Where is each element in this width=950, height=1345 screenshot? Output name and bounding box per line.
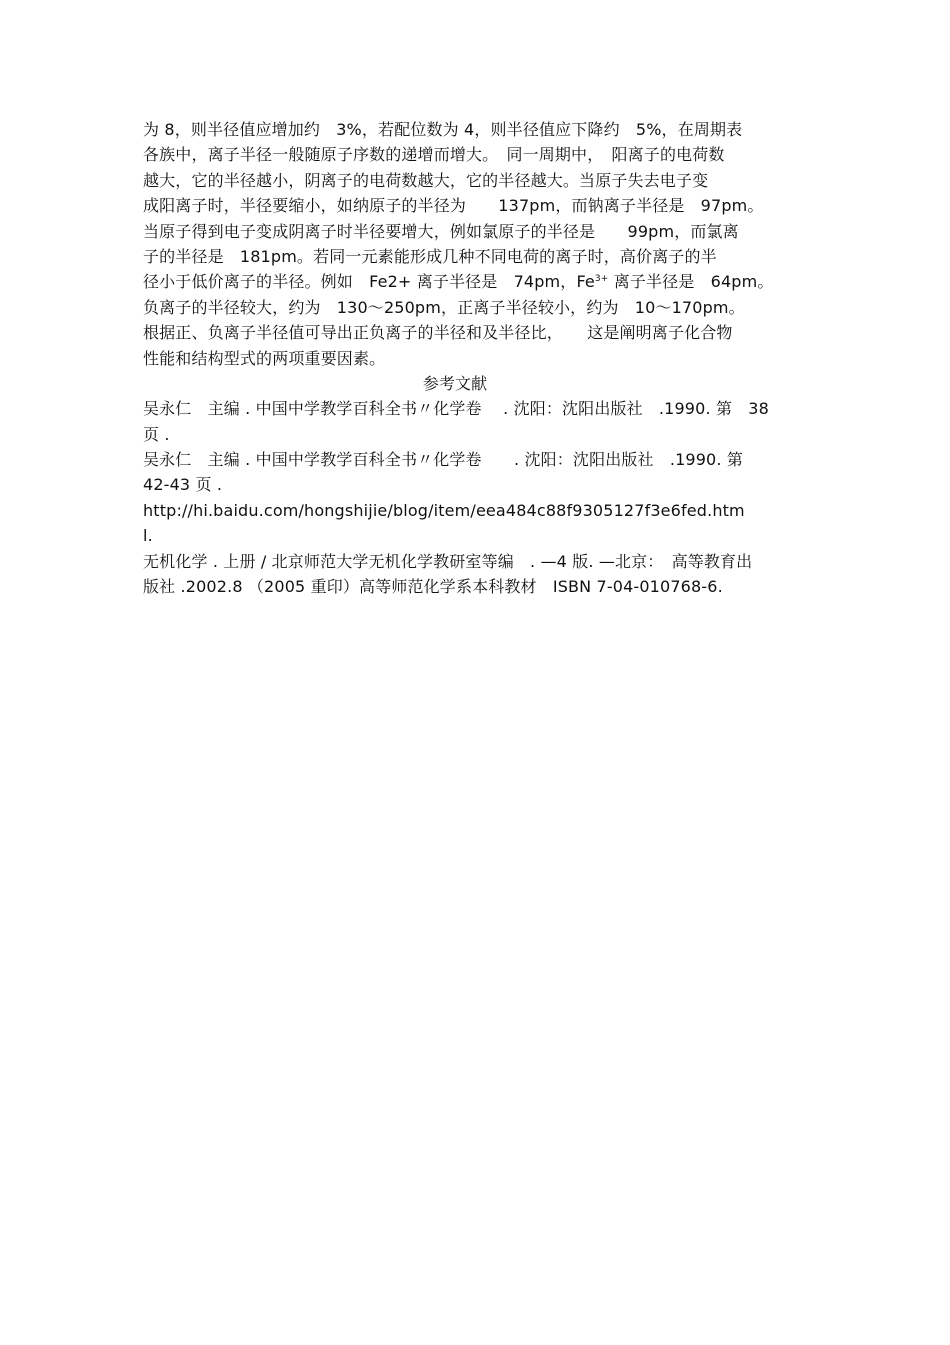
body-line: 各族中，离子半径一般随原子序数的递增而增大。 同一周期中， 阳离子的电荷数	[143, 145, 725, 165]
reference-line: 版社 .2002.8 （2005 重印）高等师范化学系本科教材 ISBN 7-04-010768-6.	[143, 577, 723, 597]
document-text	[143, 117, 813, 599]
references-heading: 参考文献	[422, 373, 488, 393]
reference-url: http://hi.baidu.com/hongshijie/blog/item/eea484c88f9305127f3e6fed.htm	[143, 500, 745, 520]
body-line-ion-example	[143, 269, 813, 294]
body-line: 越大，它的半径越小，阴离子的电荷数越大，它的半径越大。当原子失去电子变	[143, 170, 709, 190]
body-line: 根据正、负离子半径值可导出正负离子的半径和及半径比， 这是阐明离子化合物	[143, 323, 733, 343]
reference-line: 吴永仁 主编 . 中国中学教学百科全书〃化学卷 . 沈阳：沈阳出版社 .1990. 第	[143, 450, 744, 470]
reference-line: 页 .	[143, 424, 170, 444]
reference-line: 无机化学 . 上册 / 北京师范大学无机化学教研室等编 . —4 版. —北京： 高等教育出	[143, 551, 753, 571]
body-line: 当原子得到电子变成阴离子时半径要增大，例如氯原子的半径是 99pm，而氯离	[143, 221, 739, 241]
ion-example-tail: 离子半径是 64pm。	[608, 272, 774, 292]
body-line: 性能和结构型式的两项重要因素。	[143, 348, 386, 368]
body-line: 子的半径是 181pm。若同一元素能形成几种不同电荷的离子时，高价离子的半	[143, 246, 717, 266]
body-line: 负离子的半径较大，约为 130～250pm，正离子半径较小，约为 10～170pm。	[143, 297, 745, 317]
ion-charge-superscript: 3+	[594, 274, 609, 285]
reference-line: 吴永仁 主编 . 中国中学教学百科全书〃化学卷 . 沈阳：沈阳出版社 .1990. 第 38	[143, 399, 769, 419]
reference-url-continuation: l.	[143, 526, 153, 546]
reference-line: 42-43 页 .	[143, 475, 223, 495]
body-line: 为 8，则半径值应增加约 3%，若配位数为 4，则半径值应下降约 5%，在周期表	[143, 120, 743, 139]
ion-example-text: 径小于低价离子的半径。例如 Fe2+ 离子半径是 74pm，Fe	[143, 272, 595, 292]
body-line: 成阳离子时，半径要缩小，如纳原子的半径为 137pm，而钠离子半径是 97pm。	[143, 196, 764, 216]
